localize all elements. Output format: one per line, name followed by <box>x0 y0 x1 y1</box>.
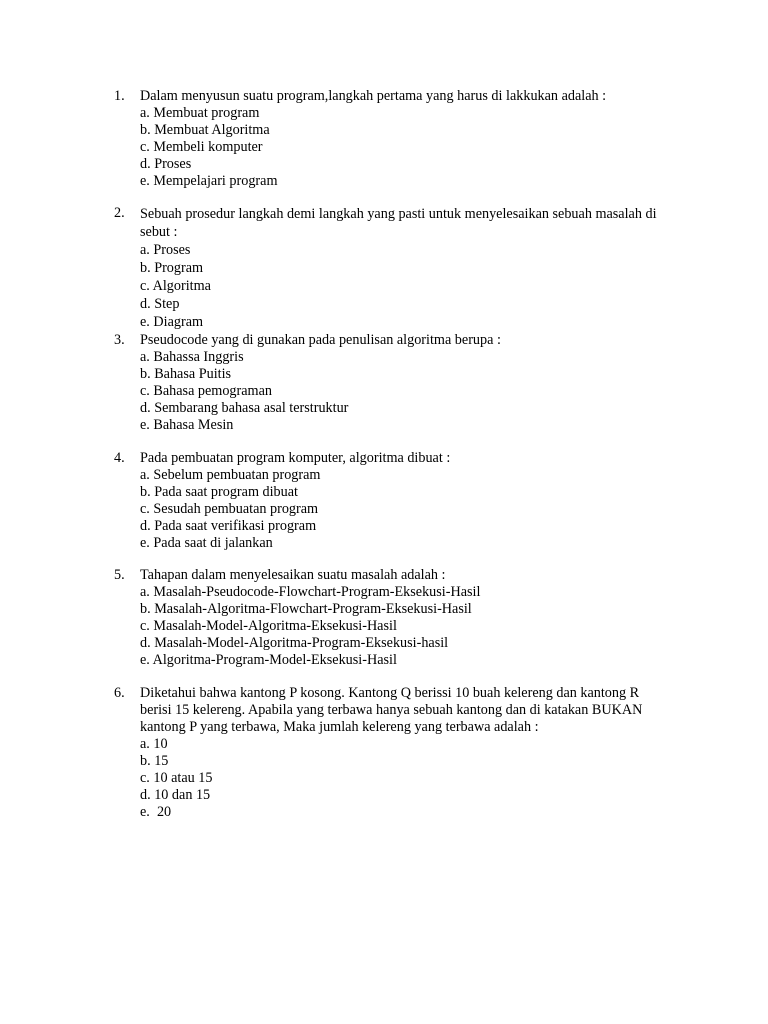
question-text: Pada pembuatan program komputer, algoritma dibuat : <box>140 450 451 466</box>
question-2 <box>114 205 674 331</box>
option-d: d. Masalah-Model-Algoritma-Program-Eksekusi-hasil <box>140 635 449 651</box>
question-number: 2. <box>114 205 125 221</box>
option-d: d. Pada saat verifikasi program <box>140 518 317 534</box>
option-e: e. Pada saat di jalankan <box>140 535 273 551</box>
option-b: b. Bahasa Puitis <box>140 366 232 382</box>
option-d: d. 10 dan 15 <box>140 787 211 803</box>
option-e: e. Bahasa Mesin <box>140 417 234 433</box>
question-4 <box>114 450 674 552</box>
option-a: a. Membuat program <box>140 105 260 121</box>
option-c: c. Masalah-Model-Algoritma-Eksekusi-Hasil <box>140 618 397 634</box>
question-number: 4. <box>114 450 125 466</box>
question-text: Sebuah prosedur langkah demi langkah yang pasti untuk menyelesaikan sebuah masalah di sebut : <box>140 206 657 240</box>
question-text: Diketahui bahwa kantong P kosong. Kantong Q berissi 10 buah kelereng dan kantong R berisi 15 kelereng. Apabila yang terbawa hanya sebuah kantong dan di katakan BUKAN kantong P yang terbawa, Maka jumlah kelereng yang terbawa adalah : <box>140 685 643 735</box>
option-a: a. Proses <box>140 242 191 258</box>
question-text: Pseudocode yang di gunakan pada penulisan algoritma berupa : <box>140 332 501 348</box>
question-6 <box>114 685 674 821</box>
question-number: 3. <box>114 332 125 348</box>
option-c: c. Membeli komputer <box>140 139 263 155</box>
option-d: d. Step <box>140 296 180 312</box>
option-b: b. 15 <box>140 753 169 769</box>
question-number: 1. <box>114 88 125 104</box>
option-b: b. Membuat Algoritma <box>140 122 270 138</box>
option-c: c. Algoritma <box>140 278 211 294</box>
option-b: b. Masalah-Algoritma-Flowchart-Program-Eksekusi-Hasil <box>140 601 472 617</box>
option-d: d. Proses <box>140 156 192 172</box>
option-e: e. 20 <box>140 804 172 820</box>
option-a: a. Sebelum pembuatan program <box>140 467 321 483</box>
option-a: a. Bahassa Inggris <box>140 349 244 365</box>
option-e: e. Diagram <box>140 314 204 330</box>
option-e: e. Algoritma-Program-Model-Eksekusi-Hasil <box>140 652 397 668</box>
option-d: d. Sembarang bahasa asal terstruktur <box>140 400 349 416</box>
question-text: Tahapan dalam menyelesaikan suatu masalah adalah : <box>140 567 446 583</box>
option-b: b. Pada saat program dibuat <box>140 484 298 500</box>
question-5 <box>114 567 674 669</box>
question-1 <box>114 88 674 190</box>
option-c: c. 10 atau 15 <box>140 770 213 786</box>
question-text: Dalam menyusun suatu program,langkah pertama yang harus di lakkukan adalah : <box>140 88 607 104</box>
question-number: 5. <box>114 567 125 583</box>
option-c: c. Bahasa pemograman <box>140 383 272 399</box>
question-3 <box>114 332 674 434</box>
option-a: a. Masalah-Pseudocode-Flowchart-Program-Eksekusi-Hasil <box>140 584 481 600</box>
question-number: 6. <box>114 685 125 701</box>
option-e: e. Mempelajari program <box>140 173 278 189</box>
option-a: a. 10 <box>140 736 168 752</box>
option-c: c. Sesudah pembuatan program <box>140 501 319 517</box>
option-b: b. Program <box>140 260 204 276</box>
